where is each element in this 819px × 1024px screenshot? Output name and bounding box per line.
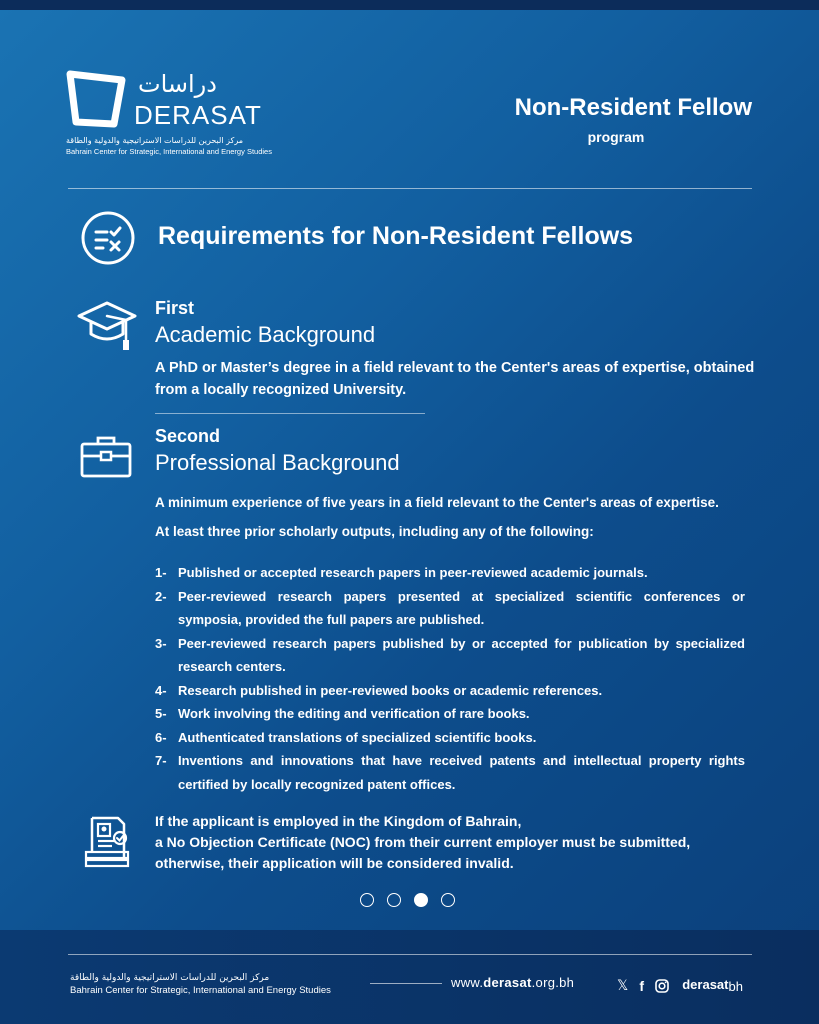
social-links [617, 975, 743, 993]
scholarly-outputs-intro: At least three prior scholarly outputs, including any of the following: [155, 524, 594, 539]
x-icon[interactable]: 𝕏 [617, 977, 629, 994]
professional-background-heading: Professional Background [155, 450, 400, 475]
academic-background-heading: Academic Background [155, 322, 376, 347]
checklist-icon [80, 210, 136, 266]
first-label: First [155, 298, 195, 318]
noc-line-2: a No Objection Certificate (NOC) from their current employer must be submitted, [155, 834, 691, 850]
list-item: 5- Work involving the editing and verification of rare books. [155, 706, 530, 721]
list-item: 2- Peer-reviewed research papers presented at specialized scientific conferences or symposia, provided the full papers are published. [155, 588, 745, 627]
facebook-icon[interactable]: f [639, 977, 645, 994]
noc-line-1: If the applicant is employed in the Kingdom of Bahrain, [155, 813, 522, 829]
list-item: 4- Research published in peer-reviewed books or academic references. [155, 682, 603, 698]
footer-separator-line [370, 983, 442, 984]
instagram-icon[interactable] [655, 979, 669, 993]
list-item: 7- Inventions and innovations that have received patents and intellectual property rights certified by locally recognized patent offices. [155, 753, 745, 792]
requirements-title: Requirements for Non-Resident Fellows [158, 222, 634, 250]
logo-subtitle-arabic: مركز البحرين للدراسات الاستراتيجية والدولية والطاقة [66, 136, 244, 145]
second-label: Second [155, 426, 221, 446]
logo-arabic-text: دراسات [138, 70, 217, 98]
pagination-dot-4[interactable] [441, 893, 455, 907]
section-divider [155, 413, 425, 414]
pagination-dot-2[interactable] [387, 893, 401, 907]
derasat-logo-mark-icon [66, 70, 126, 128]
logo-subtitle-english: Bahrain Center for Strategic, International and Energy Studies [66, 147, 272, 156]
program-title: Non-Resident Fellow [514, 94, 752, 121]
list-item: 3- Peer-reviewed research papers published by or accepted for publication by specialized research centers. [155, 635, 745, 674]
program-subtitle: program [587, 129, 645, 145]
social-handle[interactable]: derasatbh [682, 977, 743, 994]
briefcase-icon [80, 434, 132, 478]
certificate-document-icon [84, 816, 132, 868]
list-item: 6- Authenticated translations of specialized scientific books. [155, 729, 537, 745]
scholarly-outputs-list [155, 561, 745, 796]
footer-divider [68, 954, 752, 955]
experience-text: A minimum experience of five years in a field relevant to the Center's areas of expertise. [155, 495, 719, 510]
noc-line-3: otherwise, their application will be considered invalid. [155, 855, 514, 871]
website-link[interactable]: www.derasat.org.bh [451, 975, 575, 990]
list-item: 1- Published or accepted research papers in peer-reviewed academic journals. [155, 565, 648, 580]
academic-background-text: A PhD or Master’s degree in a field relevant to the Center's areas of expertise, obtained from a locally recognized University. [155, 360, 755, 398]
footer-subtitle-arabic: مركز البحرين للدراسات الاستراتيجية والدولية والطاقة [70, 973, 270, 983]
logo-english-text: DERASAT [134, 100, 262, 130]
pagination-dots [360, 893, 460, 911]
graduation-cap-icon [76, 300, 138, 354]
pagination-dot-3[interactable] [414, 893, 428, 907]
header-divider [68, 188, 752, 189]
pagination-dot-1[interactable] [360, 893, 374, 907]
footer-subtitle-english: Bahrain Center for Strategic, International and Energy Studies [70, 985, 331, 996]
